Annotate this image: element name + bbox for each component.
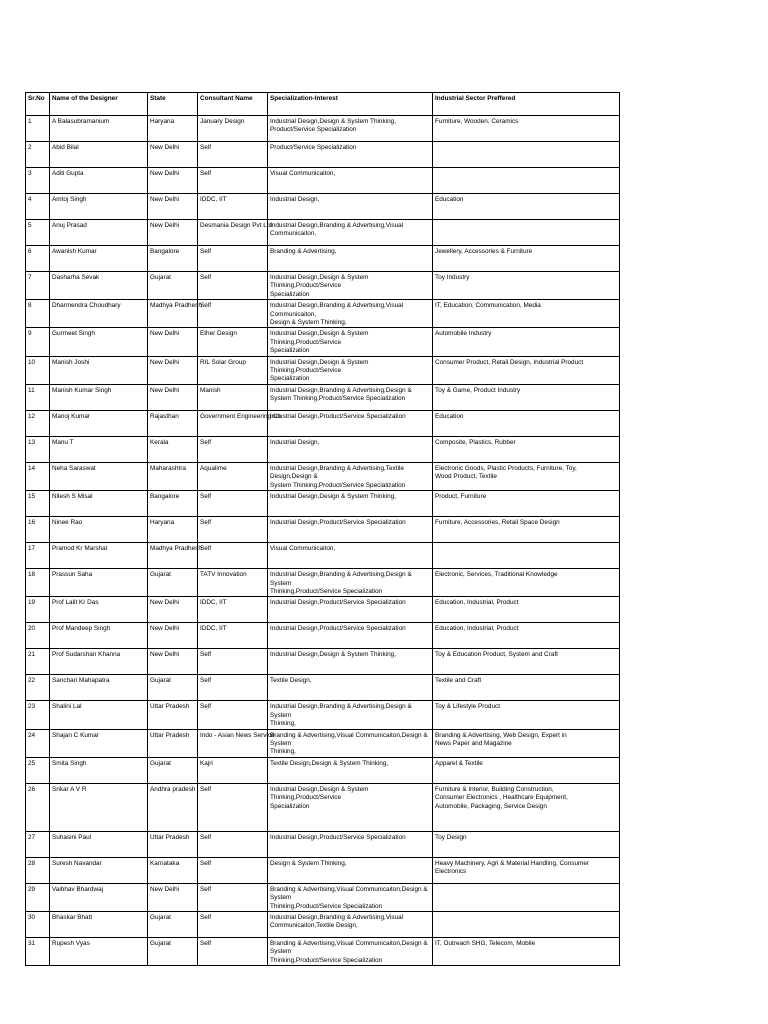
cell-specialization: Industrial Design,Design & System Thinking,Product/Service Specialization [268, 356, 433, 384]
cell-consultant: Self [198, 911, 268, 937]
cell-consultant: Self [198, 783, 268, 831]
cell-consultant: Self [198, 300, 268, 328]
cell-consultant: Self [198, 436, 268, 462]
cell-specialization: Visual Communicaiton, [268, 168, 433, 194]
table-row [26, 194, 620, 220]
cell-sr-no: 7 [26, 272, 50, 300]
cell-sector: Composite, Plastics, Rubber [433, 436, 620, 462]
cell-state: Bangalore [148, 491, 198, 517]
cell-specialization: Design & System Thinking, [268, 857, 433, 883]
table-row [26, 597, 620, 623]
cell-designer-name: Aditi Gupta [50, 168, 148, 194]
cell-state: Uttar Pradesh [148, 701, 198, 729]
cell-designer-name: Amtoj Singh [50, 194, 148, 220]
table-row [26, 462, 620, 490]
cell-sr-no: 15 [26, 491, 50, 517]
cell-sector: IT, Education, Communication, Media [433, 300, 620, 328]
cell-state: Haryana [148, 517, 198, 543]
cell-state: Kerala [148, 436, 198, 462]
cell-state: Madhya Pradhesh [148, 543, 198, 569]
cell-sr-no: 10 [26, 356, 50, 384]
cell-sr-no: 11 [26, 384, 50, 410]
cell-consultant: Kajri [198, 757, 268, 783]
cell-consultant: TATV Innovation [198, 569, 268, 597]
cell-specialization: Industrial Design,Design & System Thinking,Product/Service Specialization [268, 328, 433, 356]
cell-specialization: Industrial Design,Product/Service Specialization [268, 410, 433, 436]
cell-sector: Product, Furniture [433, 491, 620, 517]
table-row [26, 543, 620, 569]
cell-sector [433, 543, 620, 569]
cell-designer-name: Prof Lalit Kr Das [50, 597, 148, 623]
cell-sr-no: 22 [26, 675, 50, 701]
cell-consultant: Government Engineering Co [198, 410, 268, 436]
cell-specialization: Industrial Design,Product/Service Specialization [268, 597, 433, 623]
cell-specialization: Industrial Design,Design & System Thinking,Product/Service Specialization [268, 272, 433, 300]
cell-specialization: Industrial Design, [268, 436, 433, 462]
cell-consultant: Manish [198, 384, 268, 410]
cell-consultant: Self [198, 491, 268, 517]
table-row [26, 168, 620, 194]
table-row [26, 246, 620, 272]
cell-designer-name: Awanish Kumar [50, 246, 148, 272]
cell-sr-no: 25 [26, 757, 50, 783]
cell-state: New Delhi [148, 384, 198, 410]
cell-sr-no: 2 [26, 142, 50, 168]
cell-designer-name: Manish Kumar Singh [50, 384, 148, 410]
table-row [26, 300, 620, 328]
cell-sector: Toy Industry [433, 272, 620, 300]
cell-designer-name: Abid Bilal [50, 142, 148, 168]
cell-sector: Furniture, Accessories, Retail Space Design [433, 517, 620, 543]
cell-consultant: Self [198, 543, 268, 569]
cell-specialization: Branding & Advertising, [268, 246, 433, 272]
cell-sr-no: 3 [26, 168, 50, 194]
table-row [26, 883, 620, 911]
cell-designer-name: Neha Saraswat [50, 462, 148, 490]
cell-state: New Delhi [148, 220, 198, 246]
table-row [26, 517, 620, 543]
cell-sector: Furniture & Interior, Building Construction, Consumer Electronics , Healthcare Equipment, Automobile, Packaging, Service Design [433, 783, 620, 831]
cell-consultant: Desmania Design Pvt Ltd [198, 220, 268, 246]
cell-sr-no: 28 [26, 857, 50, 883]
cell-sector: Electronic Goods, Plastic Products, Furniture, Toy, Wood Product, Textile [433, 462, 620, 490]
table-row [26, 675, 620, 701]
table-row [26, 649, 620, 675]
cell-designer-name: Nilesh S Misal [50, 491, 148, 517]
cell-consultant: Indo - Asian News Service [198, 729, 268, 757]
cell-state: Maharashtra [148, 462, 198, 490]
header-sr-no: Sr.No [26, 93, 50, 116]
cell-sr-no: 18 [26, 569, 50, 597]
table-row [26, 272, 620, 300]
cell-specialization: Industrial Design,Product/Service Specialization [268, 517, 433, 543]
cell-designer-name: Rupesh Vyas [50, 937, 148, 965]
cell-state: New Delhi [148, 649, 198, 675]
header-specialization: Specialization-Interest [268, 93, 433, 116]
designer-table [25, 92, 620, 966]
cell-designer-name: Manoj Kumar [50, 410, 148, 436]
cell-specialization: Branding & Advertising,Visual Communicaiton,Design & System Thinking,Product/Service Specialization [268, 937, 433, 965]
cell-state: New Delhi [148, 194, 198, 220]
cell-sector: Jewellery, Accessories & Furniture [433, 246, 620, 272]
cell-specialization: Industrial Design,Branding & Advertising,Visual Communicaiton,Textile Design, [268, 911, 433, 937]
cell-sector: Consumer Product, Retail Design, Industrial Product [433, 356, 620, 384]
cell-sector: IT, Outreach SHG, Telecom, Mobile [433, 937, 620, 965]
cell-consultant: Ether Design [198, 328, 268, 356]
table-body [26, 116, 620, 966]
cell-sr-no: 4 [26, 194, 50, 220]
cell-specialization: Industrial Design,Branding & Advertising,Visual Communicaiton, Design & System Thinking, [268, 300, 433, 328]
cell-sr-no: 12 [26, 410, 50, 436]
cell-sr-no: 31 [26, 937, 50, 965]
cell-specialization: Industrial Design,Design & System Thinking, Product/Service Specialization [268, 116, 433, 142]
cell-state: Gujarat [148, 272, 198, 300]
cell-sr-no: 20 [26, 623, 50, 649]
cell-designer-name: Prassun Saha [50, 569, 148, 597]
cell-consultant: Self [198, 246, 268, 272]
cell-specialization: Branding & Advertising,Visual Communicaiton,Design & System Thinking, [268, 729, 433, 757]
cell-sector [433, 220, 620, 246]
cell-sector: Heavy Machinery, Agri & Material Handling, Consumer Electronics [433, 857, 620, 883]
cell-consultant: Self [198, 857, 268, 883]
cell-consultant: Self [198, 937, 268, 965]
cell-consultant: Self [198, 142, 268, 168]
cell-state: Uttar Pradesh [148, 729, 198, 757]
cell-sr-no: 23 [26, 701, 50, 729]
cell-consultant: Self [198, 701, 268, 729]
cell-designer-name: Bhaskar Bhatt [50, 911, 148, 937]
cell-sr-no: 1 [26, 116, 50, 142]
cell-specialization: Visual Communicaiton, [268, 543, 433, 569]
cell-state: New Delhi [148, 883, 198, 911]
cell-sr-no: 14 [26, 462, 50, 490]
cell-state: New Delhi [148, 356, 198, 384]
cell-designer-name: Manish Joshi [50, 356, 148, 384]
cell-designer-name: Manu T [50, 436, 148, 462]
table-row [26, 356, 620, 384]
cell-state: New Delhi [148, 328, 198, 356]
cell-consultant: Self [198, 272, 268, 300]
header-designer-name: Name of the Designer [50, 93, 148, 116]
cell-state: Rajasthan [148, 410, 198, 436]
cell-designer-name: Suhasini Paul [50, 831, 148, 857]
table-row [26, 911, 620, 937]
cell-sector [433, 911, 620, 937]
cell-specialization: Industrial Design,Design & System Thinking, [268, 491, 433, 517]
table-row [26, 436, 620, 462]
table-row [26, 328, 620, 356]
cell-state: Gujarat [148, 937, 198, 965]
cell-sector [433, 168, 620, 194]
cell-sector: Toy & Education Product, System and Craft [433, 649, 620, 675]
header-consultant-name: Consultant Name [198, 93, 268, 116]
cell-specialization: Product/Service Specialization [268, 142, 433, 168]
cell-sector: Education [433, 194, 620, 220]
cell-designer-name: Srikar A V R [50, 783, 148, 831]
cell-specialization: Industrial Design,Branding & Advertising,Design & System Thinking,Product/Service Specialization [268, 569, 433, 597]
cell-sr-no: 21 [26, 649, 50, 675]
cell-sr-no: 26 [26, 783, 50, 831]
cell-sr-no: 30 [26, 911, 50, 937]
cell-sector: Automobile Industry [433, 328, 620, 356]
cell-state: Gujarat [148, 911, 198, 937]
table-row [26, 783, 620, 831]
cell-state: Karnataka [148, 857, 198, 883]
table-row [26, 857, 620, 883]
cell-state: New Delhi [148, 168, 198, 194]
cell-specialization: Industrial Design,Design & System Thinking,Product/Service Specialization [268, 783, 433, 831]
cell-state: Madhya Pradhesh [148, 300, 198, 328]
cell-sector: Education [433, 410, 620, 436]
cell-sr-no: 5 [26, 220, 50, 246]
cell-consultant: Self [198, 517, 268, 543]
cell-sr-no: 19 [26, 597, 50, 623]
cell-sector: Furniture, Wooden, Ceramics [433, 116, 620, 142]
cell-sector: Textile and Craft [433, 675, 620, 701]
cell-designer-name: Dasharha Sevak [50, 272, 148, 300]
cell-designer-name: Shajan C Kumar [50, 729, 148, 757]
cell-sector: Electronic, Services, Traditional Knowledge [433, 569, 620, 597]
cell-designer-name: Anuj Prasad [50, 220, 148, 246]
cell-designer-name: Gurmeet Singh [50, 328, 148, 356]
cell-designer-name: Sanchari Mahapatra [50, 675, 148, 701]
cell-sector: Toy Design [433, 831, 620, 857]
cell-sector: Branding & Advertising, Web Design, Expert in News Paper and Magazine [433, 729, 620, 757]
cell-consultant: Self [198, 675, 268, 701]
cell-designer-name: Ninee Rao [50, 517, 148, 543]
table-header-row [26, 93, 620, 116]
cell-sr-no: 16 [26, 517, 50, 543]
cell-sr-no: 13 [26, 436, 50, 462]
table-row [26, 757, 620, 783]
cell-state: Haryana [148, 116, 198, 142]
table-row [26, 623, 620, 649]
cell-specialization: Industrial Design,Branding & Advertising,Visual Communicaiton, [268, 220, 433, 246]
cell-sr-no: 17 [26, 543, 50, 569]
cell-consultant: RIL Solar Group [198, 356, 268, 384]
cell-sector: Toy & Lifestyle Product [433, 701, 620, 729]
table-row [26, 491, 620, 517]
table-row [26, 142, 620, 168]
cell-state: Bangalore [148, 246, 198, 272]
table-row [26, 220, 620, 246]
cell-designer-name: Dharmendra Choudhary [50, 300, 148, 328]
cell-specialization: Textile Design,Design & System Thinking, [268, 757, 433, 783]
cell-specialization: Industrial Design,Branding & Advertising,Textile Design,Design & System Thinking,Product/Service Specialization [268, 462, 433, 490]
cell-state: Uttar Pradesh [148, 831, 198, 857]
header-state: State [148, 93, 198, 116]
cell-designer-name: Vaibhav Bhardwaj [50, 883, 148, 911]
cell-consultant: IDDC, IIT [198, 597, 268, 623]
table-row [26, 569, 620, 597]
cell-sector: Education, Industrial, Product [433, 597, 620, 623]
cell-specialization: Industrial Design,Product/Service Specialization [268, 623, 433, 649]
cell-consultant: Self [198, 168, 268, 194]
cell-state: Gujarat [148, 675, 198, 701]
cell-consultant: January Design [198, 116, 268, 142]
cell-sector: Education, Industrial, Product [433, 623, 620, 649]
table-row [26, 116, 620, 142]
cell-sr-no: 27 [26, 831, 50, 857]
table-row [26, 701, 620, 729]
cell-specialization: Industrial Design,Design & System Thinking, [268, 649, 433, 675]
cell-consultant: Aqualime [198, 462, 268, 490]
cell-state: New Delhi [148, 623, 198, 649]
cell-sector: Apparel & Textile [433, 757, 620, 783]
cell-specialization: Industrial Design,Branding & Advertising,Design & System Thinking, [268, 701, 433, 729]
cell-designer-name: Shalini Lal [50, 701, 148, 729]
cell-state: Gujarat [148, 757, 198, 783]
cell-designer-name: A Balasubramanium [50, 116, 148, 142]
cell-consultant: IDDC, IIT [198, 623, 268, 649]
cell-state: Gujarat [148, 569, 198, 597]
cell-designer-name: Prof Mandeep Singh [50, 623, 148, 649]
cell-designer-name: Pramod Kr Marshal [50, 543, 148, 569]
table-row [26, 384, 620, 410]
table-row [26, 831, 620, 857]
cell-state: New Delhi [148, 142, 198, 168]
cell-specialization: Branding & Advertising,Visual Communicaiton,Design & System Thinking,Product/Service Specialization [268, 883, 433, 911]
cell-designer-name: Prof Sudarshan Khanna [50, 649, 148, 675]
cell-specialization: Industrial Design,Product/Service Specialization [268, 831, 433, 857]
cell-sector [433, 142, 620, 168]
table-row [26, 937, 620, 965]
cell-consultant: Self [198, 883, 268, 911]
cell-sr-no: 29 [26, 883, 50, 911]
table-row [26, 729, 620, 757]
cell-sr-no: 24 [26, 729, 50, 757]
cell-consultant: Self [198, 831, 268, 857]
cell-state: Andhra pradesh [148, 783, 198, 831]
table-row [26, 410, 620, 436]
cell-state: New Delhi [148, 597, 198, 623]
cell-sector [433, 883, 620, 911]
cell-specialization: Industrial Design, [268, 194, 433, 220]
cell-sr-no: 6 [26, 246, 50, 272]
cell-sector: Toy & Game, Product Industry [433, 384, 620, 410]
cell-sr-no: 9 [26, 328, 50, 356]
cell-designer-name: Smita Singh [50, 757, 148, 783]
cell-sr-no: 8 [26, 300, 50, 328]
cell-specialization: Industrial Design,Branding & Advertising,Design & System Thinking,Product/Service Specialization [268, 384, 433, 410]
cell-consultant: IDDC, IIT [198, 194, 268, 220]
cell-designer-name: Suresh Navandar [50, 857, 148, 883]
header-industrial-sector: Industrial Sector Preffered [433, 93, 620, 116]
cell-specialization: Textile Design, [268, 675, 433, 701]
cell-consultant: Self [198, 649, 268, 675]
